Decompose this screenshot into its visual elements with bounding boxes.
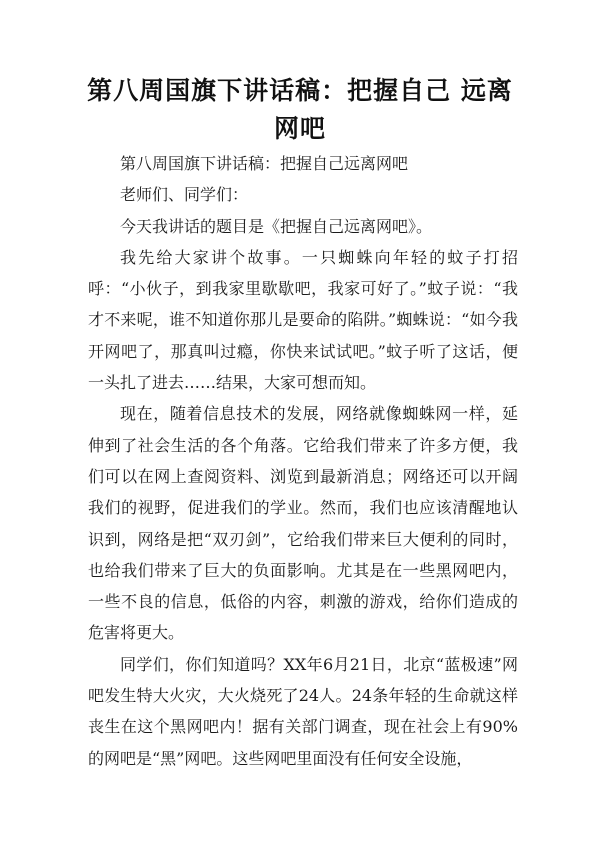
paragraph-fire-incident: 同学们，你们知道吗？XX年6月21日，北京“蓝极速”网吧发生特大火灾，大火烧死了24人。24条年轻的生命就这样丧生在这个黑网吧内！据有关部门调查，现在社会上有90%的网吧是“黑”网吧。这些网吧里面没有任何安全设施，	[88, 654, 518, 768]
paragraph-network: 现在，随着信息技术的发展，网络就像蜘蛛网一样，延伸到了社会生活的各个角落。它给我们带来了许多方便，我们可以在网上查阅资料、浏览到最新消息；网络还可以开阔我们的视野，促进我们的学业。然而，我们也应该清醒地认识到，网络是把“双刃剑”，它给我们带来巨大便利的同时，也给我们带来了巨大的负面影响。尤其是在一些黑网吧内，一些不良的信息，低俗的内容，刺激的游戏，给你们造成的危害将更大。	[88, 404, 518, 643]
paragraph-subtitle: 第八周国旗下讲话稿：把握自己远离网吧	[120, 154, 409, 173]
document-body	[88, 148, 518, 774]
paragraph-topic: 今天我讲话的题目是《把握自己远离网吧》。	[120, 216, 433, 236]
document-title: 第八周国旗下讲话稿：把握自己 远离网吧	[87, 76, 513, 143]
paragraph-greeting: 老师们、同学们：	[120, 185, 249, 205]
paragraph-story: 我先给大家讲个故事。一只蜘蛛向年轻的蚊子打招呼：“小伙子，到我家里歇歇吧，我家可好了。”蚊子说：“我才不来呢，谁不知道你那儿是要命的陷阱。”蜘蛛说：“如今我开网吧了，那真叫过瘾，你快来试试吧。”蚊子听了这话，便一头扎了进去……结果，大家可想而知。	[88, 247, 518, 393]
